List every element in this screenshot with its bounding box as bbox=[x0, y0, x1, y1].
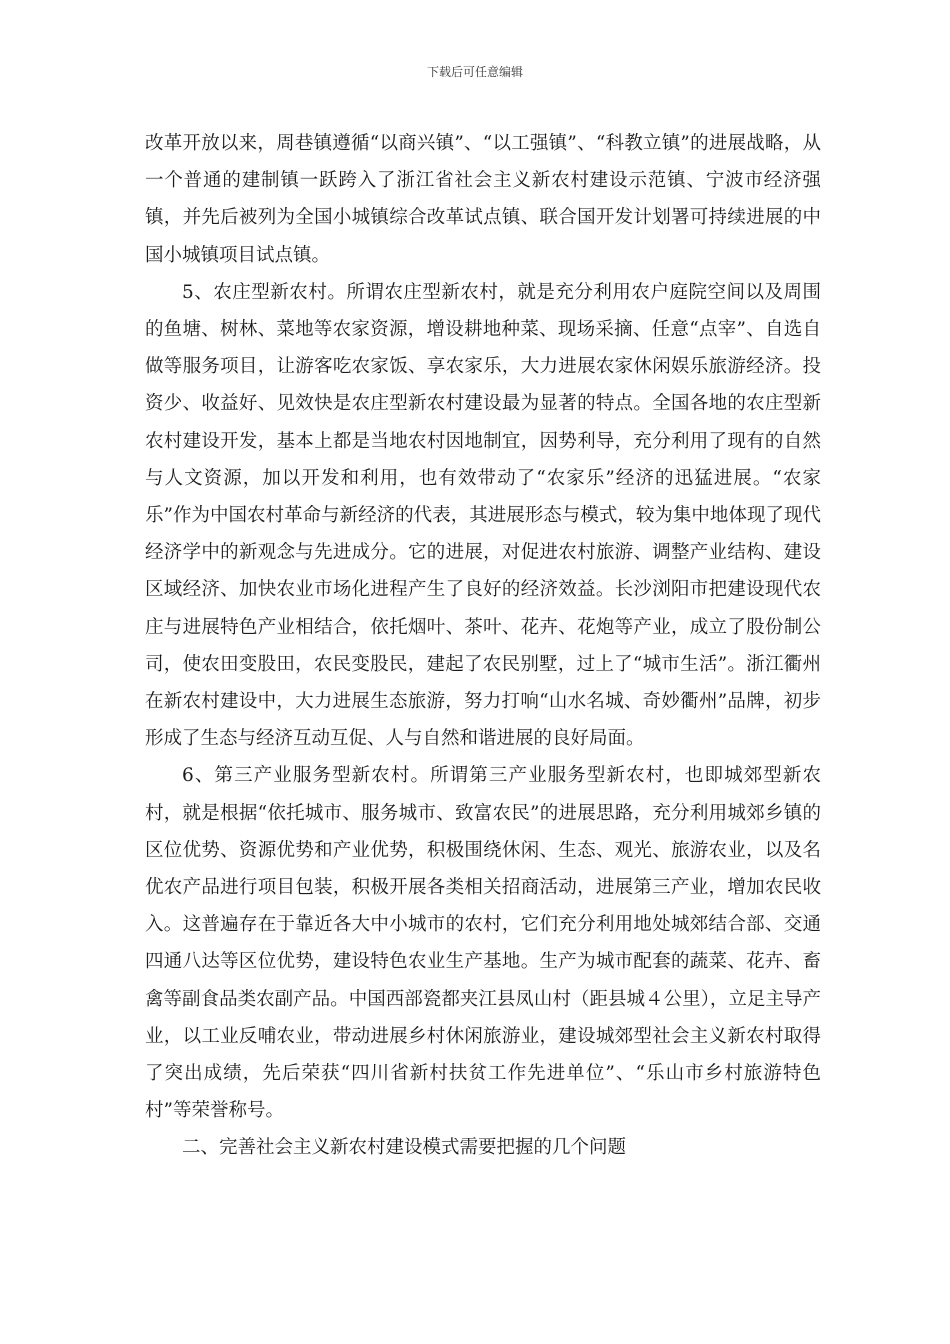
page-header: 下载后可任意编辑 bbox=[426, 65, 523, 79]
paragraph-service-village: 6、第三产业服务型新农村。所谓第三产业服务型新农村，也即城郊型新农村，就是根据“依托城市、服务城市、致富农民”的进展思路，充分利用城郊乡镇的区位优势、资源优势和产业优势，积极围绕休闲、生态、观光、旅游农业，以及名优农产品进行项目包装，积极开展各类相关招商活动，进展第三产业，增加农民收入。这普遍存在于靠近各大中小城市的农村，它们充分利用地处城郊结合部、交通四通八达等区位优势，建设特色农业生产基地。生产为城市配套的蔬菜、花卉、畜禽等副食品类农副产品。中国西部瓷都夹江县凤山村（距县城４公里），立足主导产业，以工业反哺农业，带动进展乡村休闲旅游业，建设城郊型社会主义新农村取得了突出成绩，先后荣获“四川省新村扶贫工作先进单位”、“乐山市乡村旅游特色村”等荣誉称号。 bbox=[145, 765, 821, 1122]
paragraph-intro: 改革开放以来，周巷镇遵循“以商兴镇”、“以工强镇”、“科教立镇”的进展战略，从一个普通的建制镇一跃跨入了浙江省社会主义新农村建设示范镇、宁波市经济强镇，并先后被列为全国小城镇综合改革试点镇、联合国开发计划署可持续进展的中国小城镇项目试点镇。 bbox=[145, 133, 821, 266]
section-heading: 二、完善社会主义新农村建设模式需要把握的几个问题 bbox=[182, 1137, 627, 1159]
paragraph-farm-village: 5、农庄型新农村。所谓农庄型新农村，就是充分利用农户庭院空间以及周围的鱼塘、树林、菜地等农家资源，增设耕地种菜、现场采摘、任意“点宰”、自选自做等服务项目，让游客吃农家饭、享农家乐，大力进展农家休闲娱乐旅游经济。投资少、收益好、见效快是农庄型新农村建设最为显著的特点。全国各地的农庄型新农村建设开发，基本上都是当地农村因地制宜，因势利导，充分利用了现有的自然与人文资源，加以开发和利用，也有效带动了“农家乐”经济的迅猛进展。“农家乐”作为中国农村革命与新经济的代表，其进展形态与模式，较为集中地体现了现代经济学中的新观念与先进成分。它的进展，对促进农村旅游、调整产业结构、建设区域经济、加快农业市场化进程产生了良好的经济效益。长沙浏阳市把建设现代农庄与进展特色产业相结合，依托烟叶、茶叶、花卉、花炮等产业，成立了股份制公司，使农田变股田，农民变股民，建起了农民别墅，过上了“城市生活”。浙江衢州在新农村建设中，大力进展生态旅游，努力打响“山水名城、奇妙衢州”品牌，初步形成了生态与经济互动互促、人与自然和谐进展的良好局面。 bbox=[145, 281, 821, 750]
document-body bbox=[145, 125, 821, 1167]
